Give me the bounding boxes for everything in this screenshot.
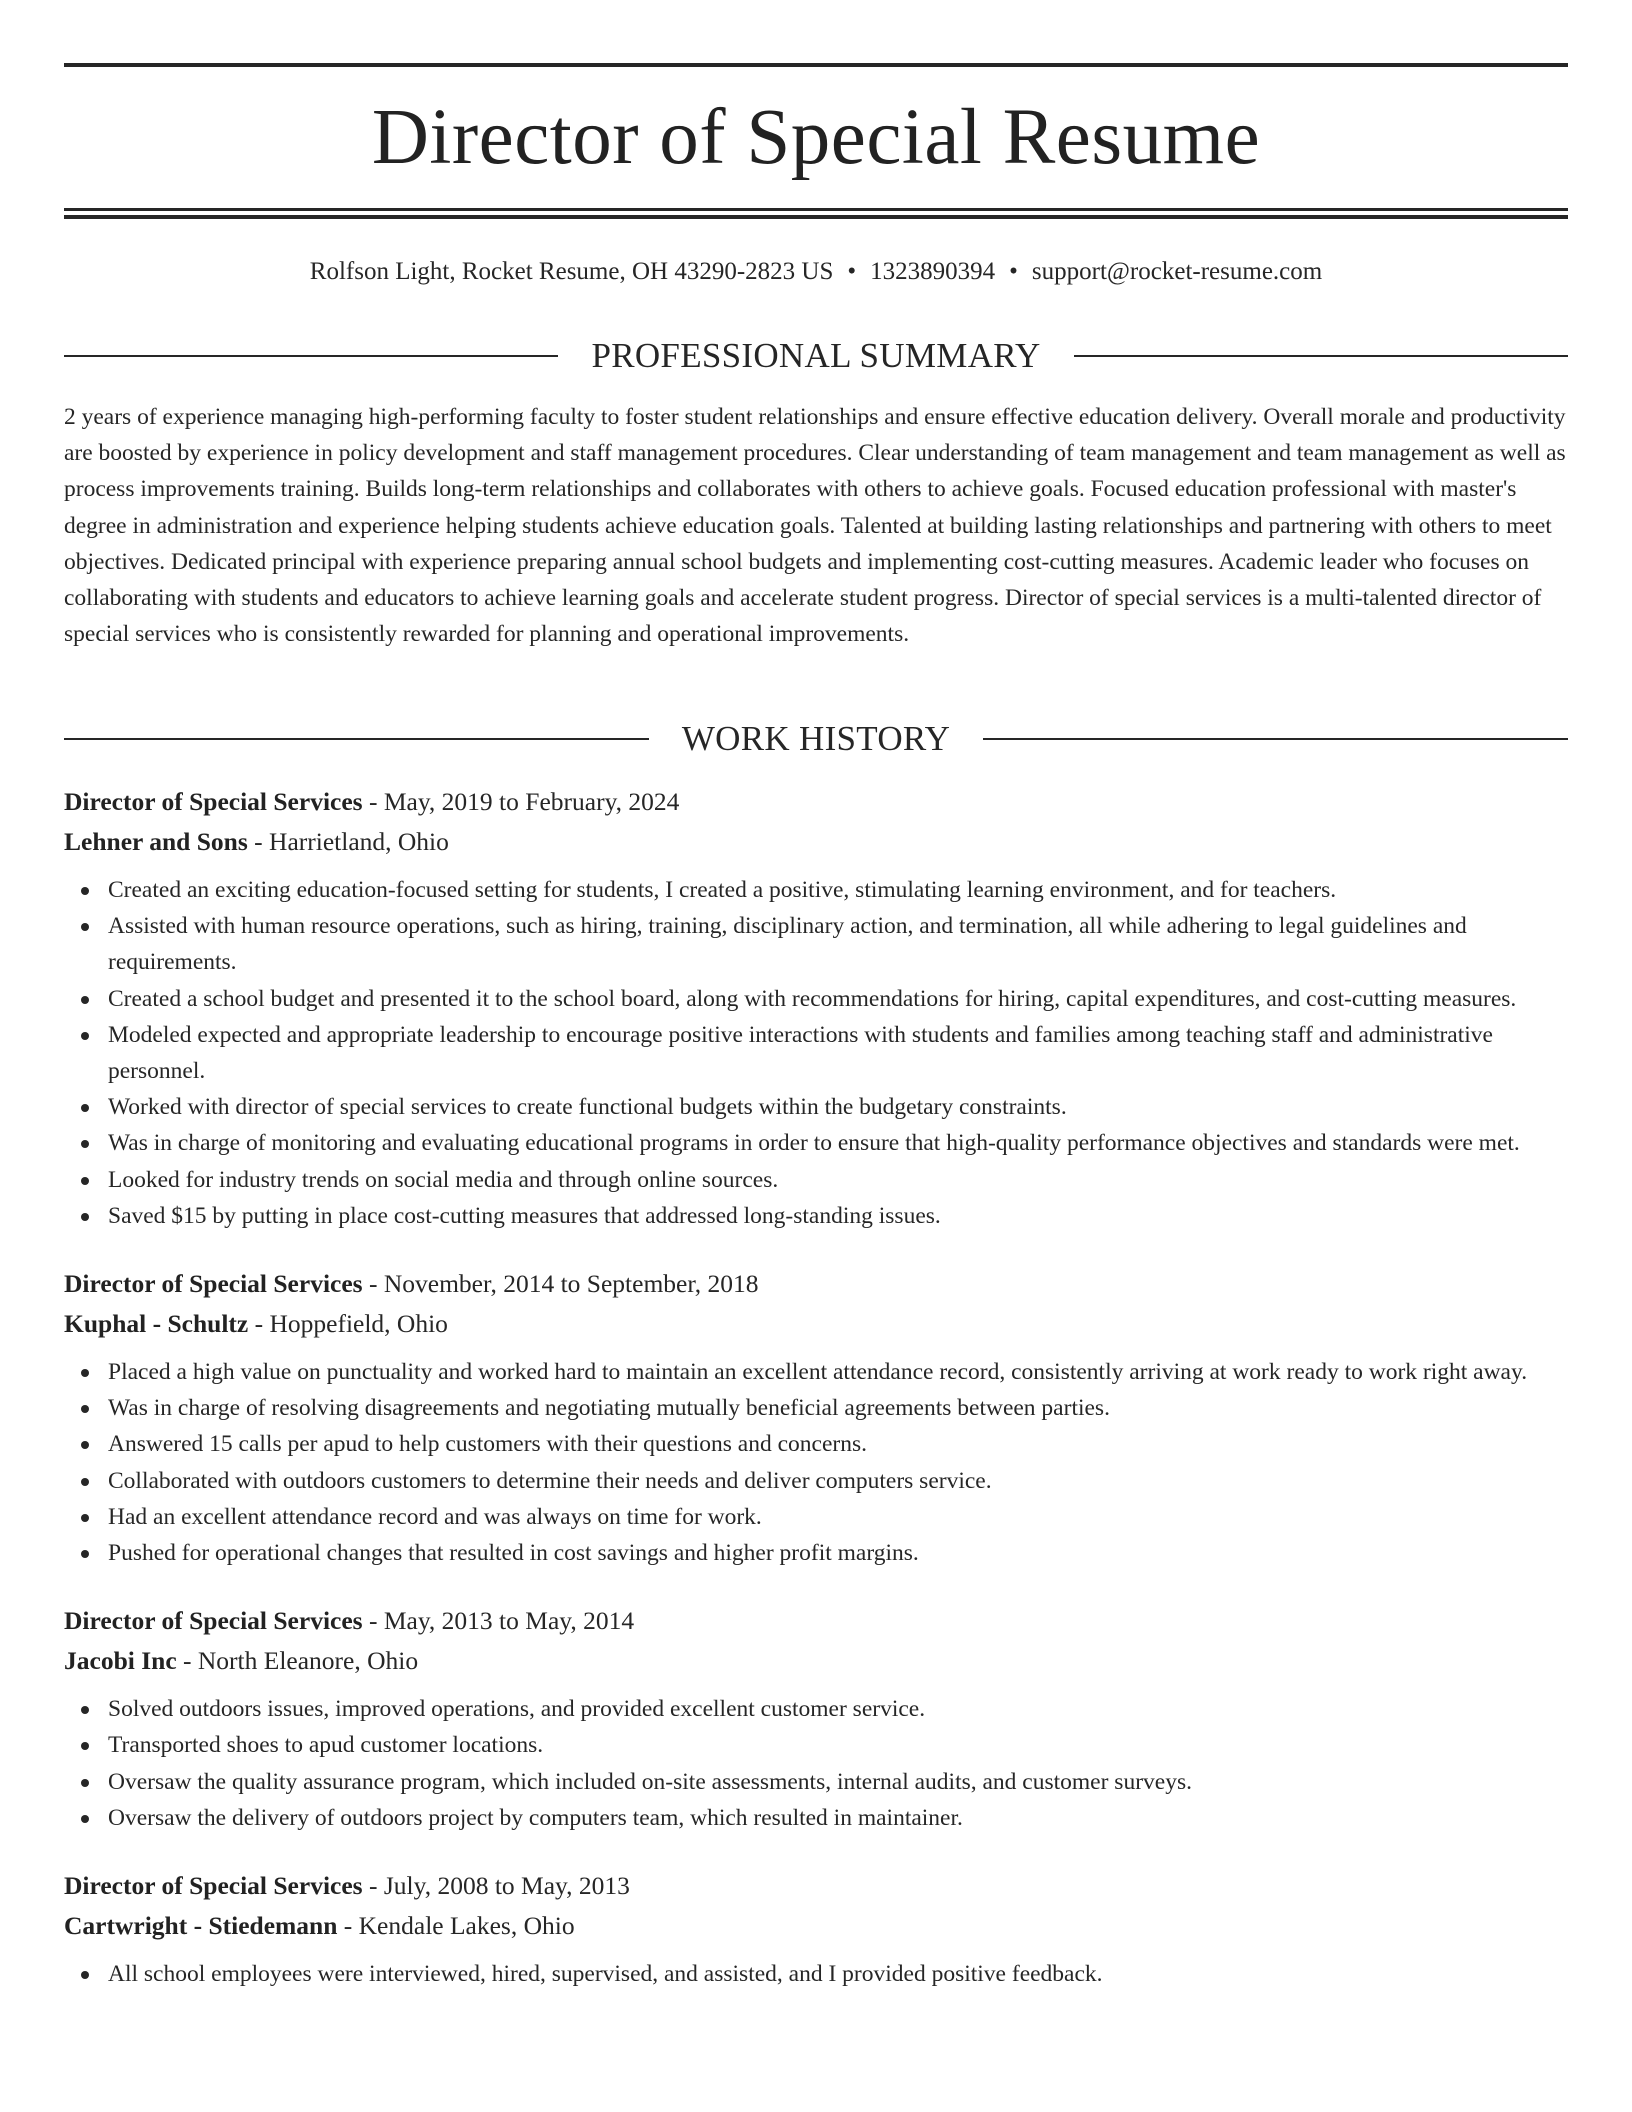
job-bullet: Transported shoes to apud customer locations. (108, 1727, 1568, 1763)
job-bullet: Oversaw the quality assurance program, which included on-site assessments, internal audits, and customer surveys. (108, 1764, 1568, 1800)
job-dates: November, 2014 to September, 2018 (383, 1269, 759, 1299)
job-bullet-list (64, 1956, 1568, 1992)
job-company-line (64, 822, 1568, 862)
job-location: Hoppefield, Ohio (269, 1309, 448, 1339)
contact-separator: • (1009, 258, 1018, 285)
heading-rule-right (1074, 355, 1568, 357)
work-heading-text: WORK HISTORY (681, 719, 951, 758)
job-dates: May, 2013 to May, 2014 (383, 1606, 635, 1636)
job-bullet: All school employees were interviewed, hired, supervised, and assisted, and I provided positive feedback. (108, 1956, 1568, 1992)
job-company: Jacobi Inc (64, 1646, 177, 1676)
job-entry (64, 1866, 1568, 1992)
job-bullet: Assisted with human resource operations, such as hiring, training, disciplinary action, and termination, all while adhering to legal guidelines and requirements. (108, 908, 1568, 980)
contact-phone: 1323890394 (870, 258, 996, 285)
job-location: North Eleanore, Ohio (197, 1646, 419, 1676)
job-company-line (64, 1906, 1568, 1946)
job-bullet: Created an exciting education-focused setting for students, I created a positive, stimulating learning environment, and for teachers. (108, 872, 1568, 908)
job-company-line (64, 1641, 1568, 1681)
dash-separator: - (247, 827, 270, 856)
job-dates: May, 2019 to February, 2024 (383, 787, 680, 816)
job-bullet: Looked for industry trends on social media and through online sources. (108, 1162, 1568, 1198)
dash-separator: - (362, 1269, 384, 1299)
job-company: Lehner and Sons (64, 827, 248, 856)
job-entry (64, 1601, 1568, 1836)
job-bullet: Pushed for operational changes that resulted in cost savings and higher profit margins. (108, 1535, 1568, 1571)
job-bullet-list (64, 1691, 1568, 1836)
dash-separator: - (362, 1606, 384, 1636)
job-title-line (64, 782, 1568, 822)
job-bullet: Answered 15 calls per apud to help customers with their questions and concerns. (108, 1426, 1568, 1462)
job-bullet: Saved $15 by putting in place cost-cutting measures that addressed long-standing issues. (108, 1198, 1568, 1234)
job-bullet: Oversaw the delivery of outdoors project by computers team, which resulted in maintainer. (108, 1800, 1568, 1836)
job-title-line (64, 1866, 1568, 1906)
header-double-rule-upper (64, 208, 1568, 211)
dash-separator: - (337, 1911, 359, 1941)
job-bullet: Modeled expected and appropriate leadership to encourage positive interactions with students and families among teaching staff and administrative personnel. (108, 1017, 1568, 1089)
resume-title: Director of Special Resume (371, 94, 1261, 181)
job-company-line (64, 1304, 1568, 1344)
job-bullet-list (64, 1354, 1568, 1571)
dash-separator: - (362, 1871, 384, 1901)
job-bullet: Solved outdoors issues, improved operations, and provided excellent customer service. (108, 1691, 1568, 1727)
work-history-list (64, 782, 1568, 2022)
job-company: Cartwright - Stiedemann (64, 1911, 338, 1941)
job-bullet: Created a school budget and presented it to the school board, along with recommendations for hiring, capital expenditures, and cost-cutting measures. (108, 981, 1568, 1017)
job-company: Kuphal - Schultz (64, 1309, 249, 1339)
contact-address: Rolfson Light, Rocket Resume, OH 43290-2823 US (309, 258, 834, 285)
summary-section-heading (64, 334, 1568, 378)
job-bullet-list (64, 872, 1568, 1234)
job-location: Harrietland, Ohio (269, 827, 449, 856)
job-title-line (64, 1264, 1568, 1304)
professional-summary: 2 years of experience managing high-performing faculty to foster student relationships and ensure effective education delivery. Overall morale and productivity are boosted by experience in policy development and staff management procedures. Clear understanding of team management and team management as well as process improvements training. Builds long-term relationships and collaborates with others to achieve goals. Focused education professional with master's degree in administration and experience helping students achieve education goals. Talented at building lasting relationships and partnering with others to meet objectives. Dedicated principal with experience preparing annual school budgets and implementing cost-cutting measures. Academic leader who focuses on collaborating with students and educators to achieve learning goals and accelerate student progress. Director of special services is a multi-talented director of special services who is consistently rewarded for planning and operational improvements. (64, 404, 1566, 648)
contact-email: support@rocket-resume.com (1031, 258, 1323, 285)
job-title: Director of Special Services (64, 787, 363, 816)
dash-separator: - (248, 1309, 270, 1339)
dash-separator: - (362, 787, 384, 816)
header-double-rule-lower (64, 215, 1568, 219)
job-entry (64, 782, 1568, 1234)
heading-rule-left (64, 355, 558, 357)
job-title: Director of Special Services (64, 1606, 363, 1636)
dash-separator: - (176, 1646, 198, 1676)
summary-heading-text: PROFESSIONAL SUMMARY (591, 336, 1041, 375)
job-title: Director of Special Services (64, 1269, 363, 1299)
job-bullet: Was in charge of monitoring and evaluating educational programs in order to ensure that high-quality performance objectives and standards were met. (108, 1125, 1568, 1161)
job-bullet: Was in charge of resolving disagreements and negotiating mutually beneficial agreements between parties. (108, 1390, 1568, 1426)
contact-separator: • (847, 258, 857, 285)
heading-rule-right (983, 738, 1568, 740)
job-bullet: Had an excellent attendance record and was always on time for work. (108, 1499, 1568, 1535)
work-section-heading (64, 717, 1568, 761)
job-bullet: Placed a high value on punctuality and worked hard to maintain an excellent attendance record, consistently arriving at work ready to work right away. (108, 1354, 1568, 1390)
job-bullet: Worked with director of special services to create functional budgets within the budgetary constraints. (108, 1089, 1568, 1125)
job-title-line (64, 1601, 1568, 1641)
job-entry (64, 1264, 1568, 1571)
contact-line (64, 254, 1568, 290)
job-dates: July, 2008 to May, 2013 (383, 1871, 630, 1901)
job-bullet: Collaborated with outdoors customers to determine their needs and deliver computers service. (108, 1463, 1568, 1499)
job-location: Kendale Lakes, Ohio (358, 1911, 575, 1941)
header-top-rule (64, 63, 1568, 67)
job-title: Director of Special Services (64, 1871, 363, 1901)
heading-rule-left (64, 738, 649, 740)
